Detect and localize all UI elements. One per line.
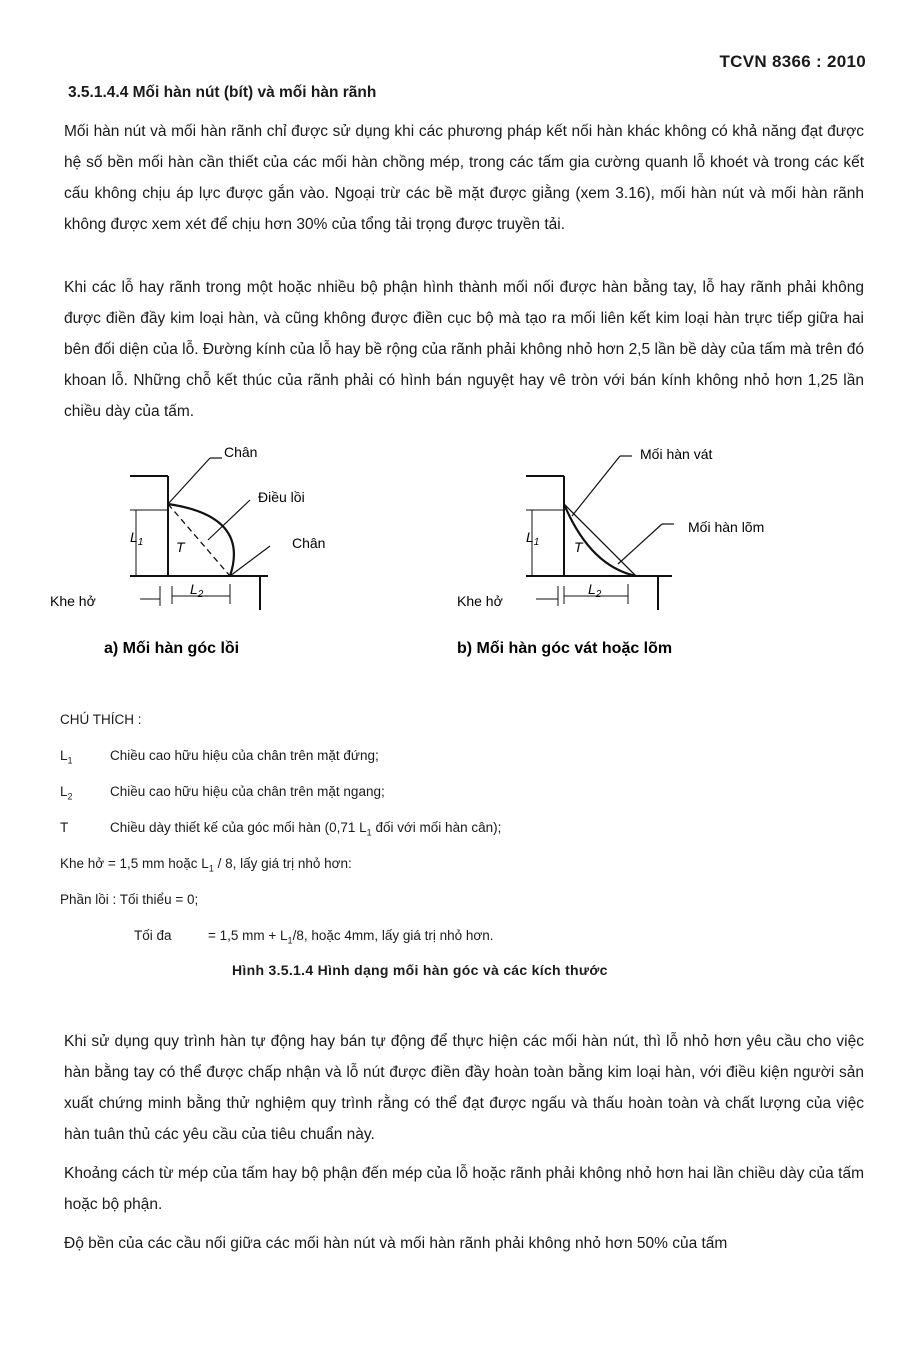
figure-b-mitre-or-concave-fillet-weld <box>440 436 860 676</box>
figure-a-label-chan-right: Chân <box>292 535 326 551</box>
paragraph-4 <box>64 1158 864 1220</box>
figure-b-label-l1-subscript: 1 <box>533 537 540 548</box>
paragraph-2-text: Khi các lỗ hay rãnh trong một hoặc nhiều bộ phận hình thành mối nối được hàn bằng tay, lỗ hay rãnh phải không được điền đầy kim loại hàn, và cũng không được điền cục bộ mà tạo ra mối liên kết kim loại hàn trực tiếp giữa hai bên đối diện của lỗ. Đường kính của lỗ hay bề rộng của rãnh phải không nhỏ hơn 2,5 lần bề dày của tấm mà trên đó khoan lỗ. Những chỗ kết thúc của rãnh phải có hình bán nguyệt hay vê tròn với bán kính không nhỏ hơn 1,25 lần chiều dày của tấm. <box>64 279 864 420</box>
note-gap-b: / 8, lấy giá trị nhỏ hơn: <box>213 856 352 871</box>
note-gap-subscript: 1 <box>208 863 214 874</box>
figure-b-label-l2-subscript: 2 <box>595 589 602 600</box>
note-l1 <box>60 748 379 766</box>
note-t <box>60 820 501 838</box>
notes-title: CHÚ THÍCH : <box>60 712 142 727</box>
figure-a-label-l1-subscript: 1 <box>137 537 144 548</box>
note-l1-key-letter: L <box>60 748 68 763</box>
section-heading: 3.5.1.4.4 Mối hàn nút (bít) và mối hàn rãnh <box>68 84 377 101</box>
note-convex-max-a: = 1,5 mm + L <box>208 928 288 943</box>
note-t-text-b: đối với mối hàn cân); <box>371 820 502 835</box>
figure-b-label-l2-letter: L <box>588 581 596 597</box>
note-l2-key-subscript: 2 <box>67 791 73 802</box>
note-l1-key <box>60 748 110 766</box>
figure-b-label-khe-ho: Khe hở <box>457 593 503 609</box>
figure-a-label-t: T <box>176 539 185 555</box>
figure-a-convex-fillet-weld <box>40 436 420 676</box>
standard-number: TCVN 8366 : 2010 <box>719 52 866 71</box>
paragraph-1 <box>64 116 864 240</box>
note-t-text-a: Chiều dày thiết kế của góc mối hàn (0,71 L <box>110 820 367 835</box>
figure-title: Hình 3.5.1.4 Hình dạng mối hàn góc và các kích thước <box>232 962 608 978</box>
figure-b-label-moi-han-vat: Mối hàn vát <box>640 446 713 462</box>
paragraph-3-text: Khi sử dụng quy trình hàn tự động hay bán tự động để thực hiện các mối hàn nút, thì lỗ nhỏ hơn yêu cầu cho việc hàn bằng tay có thể được chấp nhận và lỗ nút được điền đầy hoàn toàn bằng kim loại hàn, với điều kiện người sản xuất chứng minh bằng thử nghiệm quy trình rằng có thể đạt được ngấu và thấu hoàn toàn và chất lượng của việc hàn tuân thủ các yêu cầu của tiêu chuẩn này. <box>64 1033 864 1143</box>
figure-b-label-l2 <box>588 581 602 600</box>
note-convex-max-subscript: 1 <box>287 935 293 946</box>
note-l2-key-letter: L <box>60 784 68 799</box>
note-gap <box>60 856 352 874</box>
figure-a-label-l2-letter: L <box>190 581 198 597</box>
note-convex-max <box>134 928 494 946</box>
figure-a-label-l2 <box>190 581 204 600</box>
note-t-text-subscript: 1 <box>366 827 372 838</box>
figure-a-label-chan-top: Chân <box>224 444 258 460</box>
figure-a-label-khe-ho: Khe hở <box>50 593 96 609</box>
note-l1-text: Chiều cao hữu hiệu của chân trên mặt đứng; <box>110 748 379 763</box>
figure-b-label-l1-letter: L <box>526 529 534 545</box>
note-l1-key-subscript: 1 <box>67 755 73 766</box>
note-gap-a: Khe hở = 1,5 mm hoặc L <box>60 856 209 871</box>
figure-b-caption: b) Mối hàn góc vát hoặc lõm <box>457 640 673 657</box>
note-convex-max-label: Tối đa <box>134 928 172 943</box>
figure-b-label-moi-han-lom: Mối hàn lõm <box>688 519 765 535</box>
figure-a-label-l1 <box>130 529 143 548</box>
figure-b-label-t: T <box>574 539 583 555</box>
figure-a-label-dieu-loi: Điều lồi <box>258 489 305 505</box>
paragraph-5-text: Độ bền của các cầu nối giữa các mối hàn nút và mối hàn rãnh phải không nhỏ hơn 50% của tấm <box>64 1235 728 1252</box>
paragraph-1-text: Mối hàn nút và mối hàn rãnh chỉ được sử dụng khi các phương pháp kết nối hàn khác không có khả năng đạt được hệ số bền mối hàn cần thiết của các mối hàn chồng mép, trong các tấm gia cường quanh lỗ khoét và trong các kết cấu không chịu áp lực được gắn vào. Ngoại trừ các bề mặt được giằng (xem 3.16), mối hàn nút và mối hàn rãnh không được xem xét để chịu hơn 30% của tổng tải trọng được truyền tải. <box>64 123 864 233</box>
note-l2 <box>60 784 385 802</box>
note-convex-min: Phần lồi : Tối thiểu = 0; <box>60 892 199 907</box>
paragraph-5 <box>64 1228 864 1259</box>
figure-b-label-l1 <box>526 529 539 548</box>
note-l2-key <box>60 784 110 802</box>
paragraph-3 <box>64 1026 864 1150</box>
paragraph-2 <box>64 272 864 427</box>
figure-a-label-l2-subscript: 2 <box>197 589 204 600</box>
figure-a-label-l1-letter: L <box>130 529 138 545</box>
note-t-key: T <box>60 820 69 835</box>
note-l2-text: Chiều cao hữu hiệu của chân trên mặt ngang; <box>110 784 385 799</box>
paragraph-4-text: Khoảng cách từ mép của tấm hay bộ phận đến mép của lỗ hoặc rãnh phải không nhỏ hơn hai lần chiều dày của tấm hoặc bộ phận. <box>64 1165 864 1213</box>
note-convex-max-b: /8, hoặc 4mm, lấy giá trị nhỏ hơn. <box>292 928 494 943</box>
figure-a-caption: a) Mối hàn góc lồi <box>104 640 240 657</box>
